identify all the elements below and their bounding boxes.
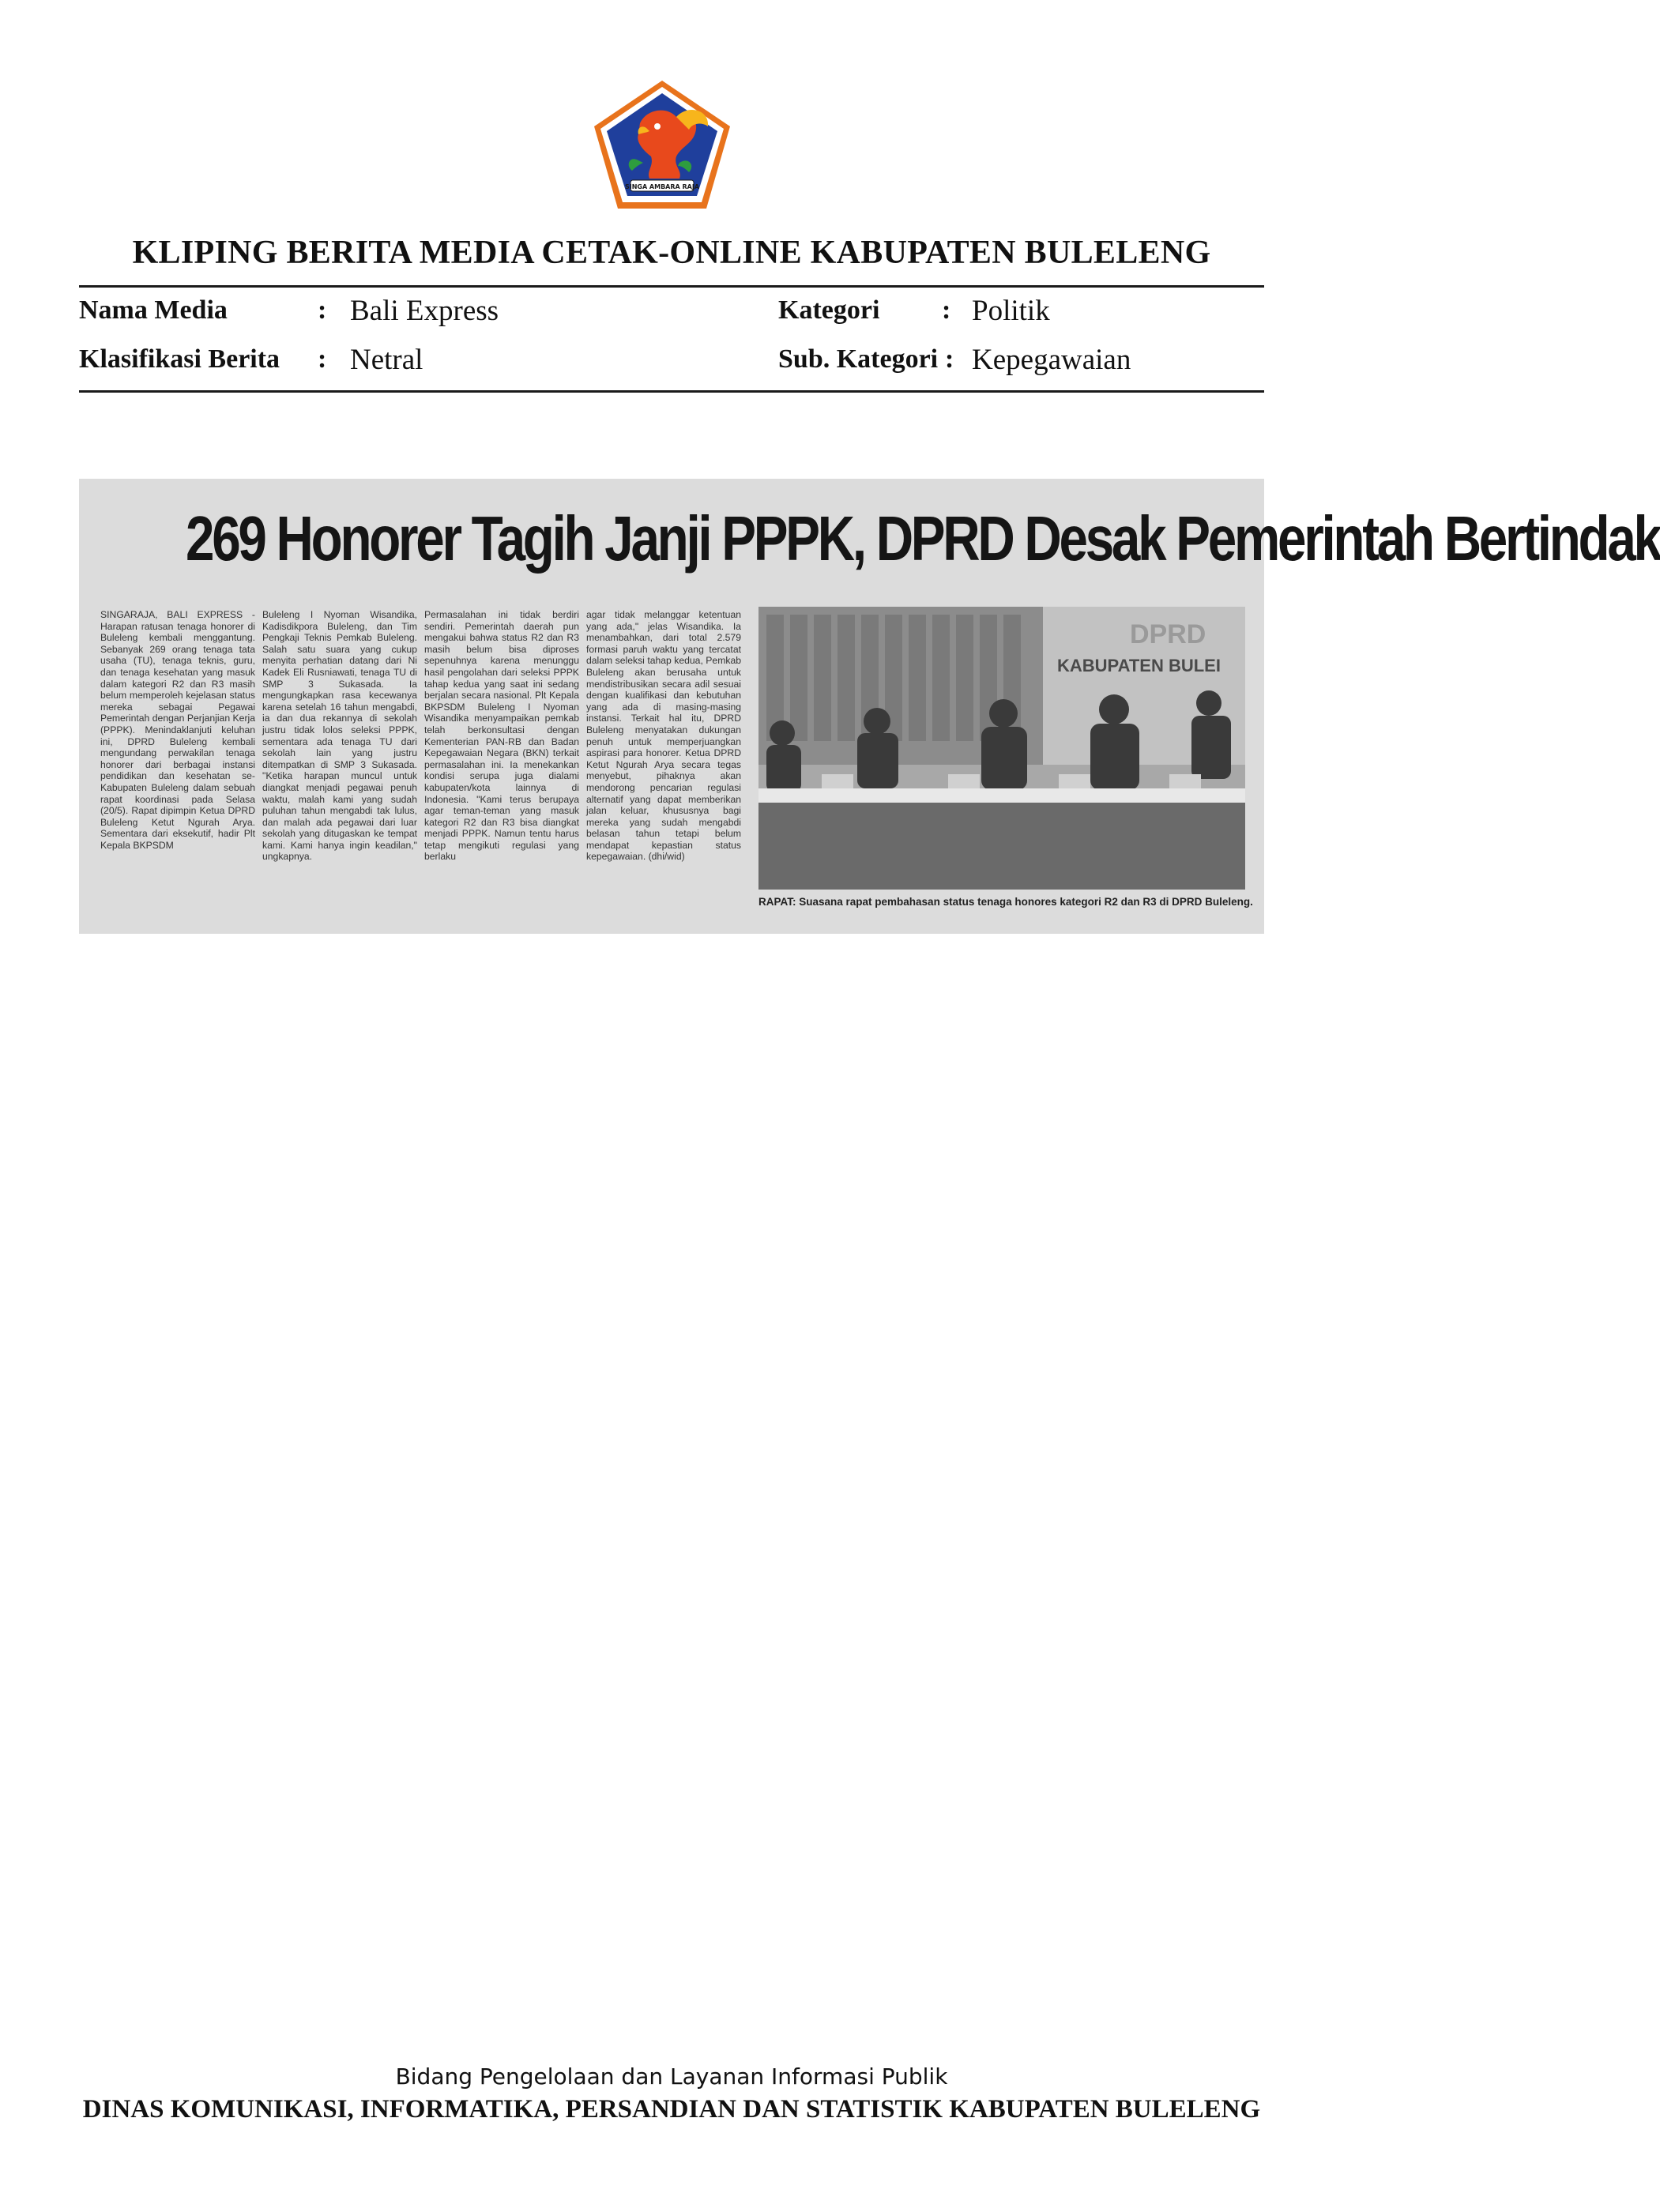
klasifikasi-berita-value: Netral: [350, 344, 423, 376]
singa-ambara-raja-logo: [591, 77, 733, 212]
photo-sign-kabupaten: KABUPATEN BULEI: [1057, 656, 1221, 675]
nama-media-label: Nama Media: [79, 295, 228, 325]
sub-kategori-value: Kepegawaian: [972, 344, 1131, 376]
nama-media-colon: :: [318, 295, 327, 325]
kategori-label: Kategori: [778, 295, 880, 325]
header-rule-bottom: [79, 390, 1264, 393]
sub-kategori-colon: :: [945, 344, 954, 374]
document-title: KLIPING BERITA MEDIA CETAK-ONLINE KABUPATEN BULELENG: [132, 235, 1211, 271]
article-column-2: Buleleng I Nyoman Wisandika, Kadisdikpora Buleleng, dan Tim Pengkaji Teknis Pemkab Buleleng. Salah satu suara yang cukup menyita perhatian datang dari Ni Kadek Eli Rusniawati, tenaga TU di SMP 3 Sukasada. Ia mengungkapkan rasa kecewanya karena setelah 16 tahun mengabdi, ia dan dua rekannya di sekolah justru tidak lolos seleksi PPPK, sementara ada tenaga TU dari sekolah lain yang justru ditempatkan di SMP 3 Sukasada. "Ketika harapan muncul untuk diangkat menjadi pegawai penuh waktu, malah kami yang sudah puluhan tahun mengabdi tak lulus, dan malah ada pegawai dari luar sekolah yang ditugaskan ke tempat kami. Kami hanya ingin keadilan," ungkapnya.: [262, 609, 417, 863]
newspaper-clipping: [79, 479, 1660, 934]
footer-agency: DINAS KOMUNIKASI, INFORMATIKA, PERSANDIAN DAN STATISTIK KABUPATEN BULELENG: [82, 2095, 1261, 2124]
kategori-value: Politik: [972, 295, 1050, 327]
photo-sign-dprd: DPRD: [1130, 619, 1206, 649]
logo-banner-text: SINGA AMBARA RAJA: [624, 183, 700, 190]
meeting-photo-drawing: [758, 607, 1245, 890]
footer-division: Bidang Pengelolaan dan Layanan Informasi Publik: [395, 2063, 948, 2090]
article-column-1: SINGARAJA, BALI EXPRESS - Harapan ratusan tenaga honorer di Buleleng kembali menggantung. Sebanyak 269 orang tenaga tata usaha (TU), tenaga teknis, guru, dan tenaga kesehatan yang masuk dalam kategori R2 dan R3 masih belum memperoleh kejelasan status mereka sebagai Pegawai Pemerintah dengan Perjanjian Kerja (PPPK). Menindaklanjuti keluhan ini, DPRD Buleleng kembali mengundang perwakilan tenaga honorer dari berbagai instansi pendidikan dan kesehatan se-Kabupaten Buleleng dalam sebuah rapat koordinasi pada Selasa (20/5). Rapat dipimpin Ketua DPRD Buleleng Ketut Ngurah Arya. Sementara dari eksekutif, hadir Plt Kepala BKPSDM: [100, 609, 255, 851]
header-rule-top: [79, 285, 1264, 288]
sub-kategori-label: Sub. Kategori: [778, 344, 939, 374]
klasifikasi-berita-label: Klasifikasi Berita: [79, 344, 280, 374]
klasifikasi-berita-colon: :: [318, 344, 327, 374]
meeting-photo: [758, 607, 1245, 890]
article-column-3: Permasalahan ini tidak berdiri sendiri. Pemerintah daerah pun mengakui bahwa status R2 dan R3 masih belum bisa diproses sepenuhnya karena menunggu hasil pengolahan dari seleksi PPPK tahap kedua yang saat ini sedang berjalan secara nasional. Plt Kepala BKPSDM Buleleng I Nyoman Wisandika menyampaikan pemkab telah berkonsultasi dengan Kementerian PAN-RB dan Badan Kepegawaian Negara (BKN) terkait permasalahan ini. Ia menekankan kondisi serupa juga dialami kabupaten/kota lainnya di Indonesia. "Kami terus berupaya agar teman-teman yang masuk kategori R2 dan R3 bisa diangkat menjadi PPPK. Namun tentu harus tetap mengikuti regulasi yang berlaku: [424, 609, 579, 863]
kategori-colon: :: [942, 295, 951, 325]
article-headline: 269 Honorer Tagih Janji PPPK, DPRD Desak Pemerintah Bertindak: [186, 503, 1660, 574]
article-column-4: agar tidak melanggar ketentuan yang ada," jelas Wisandika. Ia menambahkan, dari total 2.579 formasi paruh waktu yang tercatat dalam seleksi tahap kedua, Pemkab Buleleng akan berusaha untuk mendistribusikan secara adil sesuai dengan kualifikasi dan kebutuhan yang ada di masing-masing instansi. Terkait hal itu, DPRD Buleleng menyatakan dukungan penuh untuk memperjuangkan aspirasi para honorer. Ketua DPRD Ketut Ngurah Arya secara tegas menyebut, pihaknya akan mendorong pencarian regulasi alternatif yang dapat memberikan jalan keluar, khususnya bagi mereka yang sudah mengabdi belasan tahun tetapi belum mendapat kepastian status kepegawaian. (dhi/wid): [586, 609, 741, 863]
nama-media-value: Bali Express: [350, 295, 499, 327]
photo-caption: RAPAT: Suasana rapat pembahasan status tenaga honores kategori R2 dan R3 di DPRD Buleleng.: [758, 896, 1253, 908]
